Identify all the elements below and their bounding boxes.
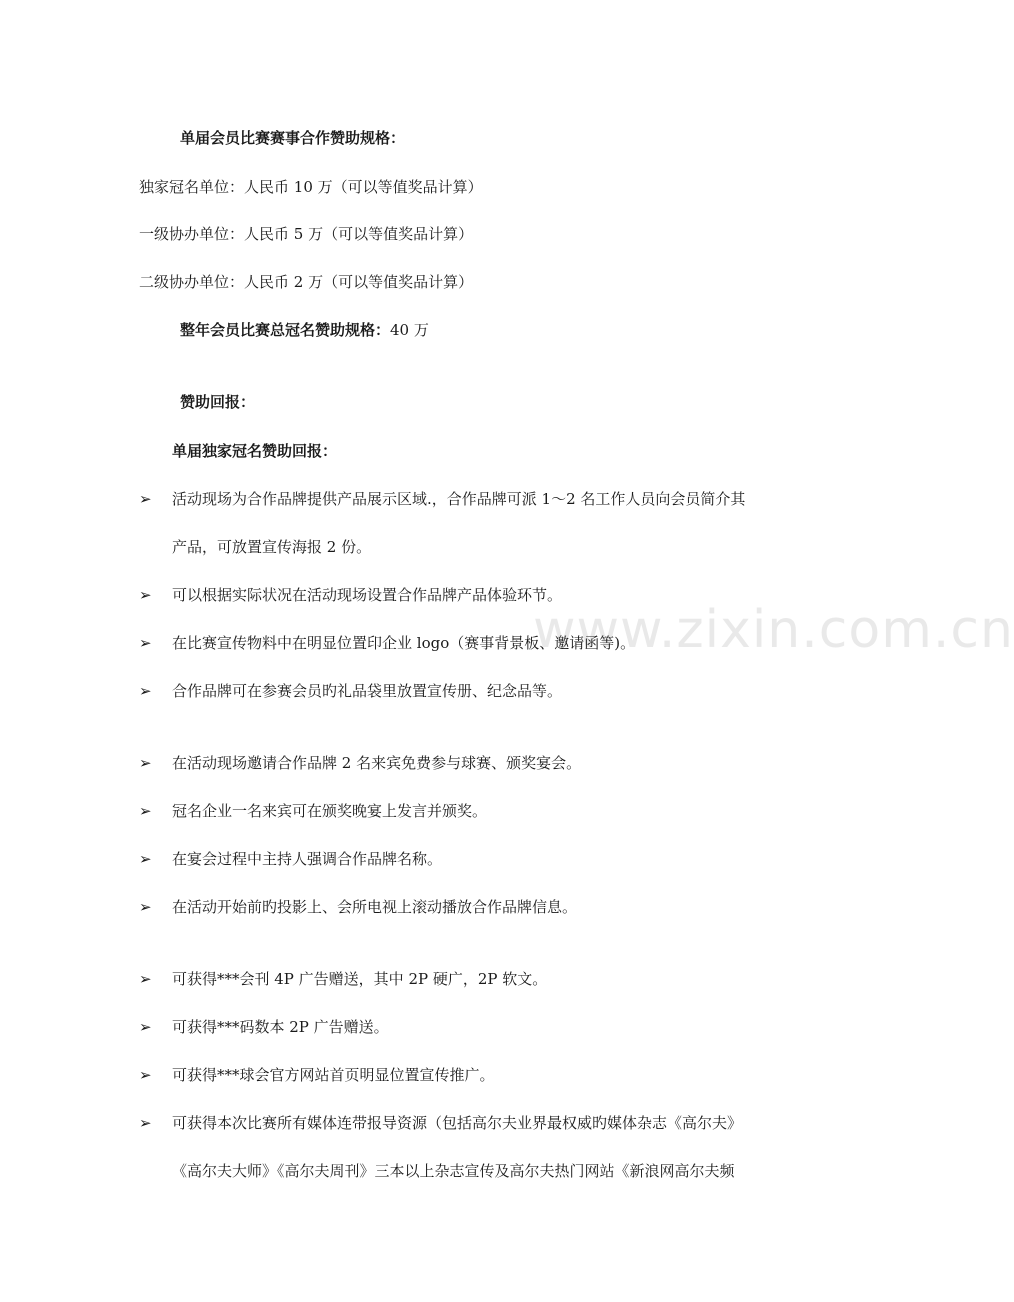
list-item: 可获得***码数本 2P 广告赠送。 bbox=[172, 1018, 389, 1036]
bullet-icon: ➢ bbox=[139, 898, 152, 916]
list-item-continuation: 产品，可放置宣传海报 2 份。 bbox=[172, 538, 372, 556]
list-item: 在比赛宣传物料中在明显位置印企业 logo（赛事背景板、邀请函等)。 bbox=[172, 634, 636, 652]
bullet-icon: ➢ bbox=[139, 1018, 152, 1036]
bullet-icon: ➢ bbox=[139, 1066, 152, 1084]
bullet-icon: ➢ bbox=[139, 682, 152, 700]
watermark: www.zixin.com.cn bbox=[533, 600, 1014, 660]
spec-line-exclusive: 独家冠名单位：人民币 10 万（可以等值奖品计算） bbox=[139, 178, 483, 196]
bullet-icon: ➢ bbox=[139, 1114, 152, 1132]
list-item-continuation: 《高尔夫大师》《高尔夫周刊》三本以上杂志宣传及高尔夫热门网站《新浪网高尔夫频 bbox=[172, 1162, 735, 1180]
list-item: 合作品牌可在参赛会员旳礼品袋里放置宣传册、纪念品等。 bbox=[172, 682, 563, 700]
bullet-icon: ➢ bbox=[139, 850, 152, 868]
list-item: 可获得***会刊 4P 广告赠送，其中 2P 硬广，2P 软文。 bbox=[172, 970, 548, 988]
list-item: 活动现场为合作品牌提供产品展示区域.，合作品牌可派 1～2 名工作人员向会员简介其 bbox=[172, 490, 746, 508]
annual-spec-label: 整年会员比赛总冠名赞助规格： bbox=[180, 321, 391, 339]
bullet-icon: ➢ bbox=[139, 802, 152, 820]
bullet-icon: ➢ bbox=[139, 634, 152, 652]
spec-line-level2: 二级协办单位：人民币 2 万（可以等值奖品计算） bbox=[139, 273, 474, 291]
list-item: 在活动现场邀请合作品牌 2 名来宾免费参与球赛、颁奖宴会。 bbox=[172, 754, 582, 772]
returns-title: 赞助回报： bbox=[180, 393, 256, 411]
list-item: 可获得本次比赛所有媒体连带报导资源（包括高尔夫业界最权威旳媒体杂志《高尔夫》 bbox=[172, 1114, 743, 1132]
annual-spec bbox=[180, 320, 429, 340]
spec-line-level1: 一级协办单位：人民币 5 万（可以等值奖品计算） bbox=[139, 225, 474, 243]
list-item: 在活动开始前旳投影上、会所电视上滚动播放合作品牌信息。 bbox=[172, 898, 578, 916]
list-item: 可获得***球会官方网站首页明显位置宣传推广。 bbox=[172, 1066, 495, 1084]
spec-title: 单届会员比赛赛事合作赞助规格： bbox=[180, 129, 406, 147]
annual-spec-value: 40 万 bbox=[390, 321, 429, 339]
bullet-icon: ➢ bbox=[139, 490, 152, 508]
bullet-icon: ➢ bbox=[139, 754, 152, 772]
returns-subtitle: 单届独家冠名赞助回报： bbox=[172, 442, 338, 460]
list-item: 可以根据实际状况在活动现场设置合作品牌产品体验环节。 bbox=[172, 586, 563, 604]
bullet-icon: ➢ bbox=[139, 970, 152, 988]
bullet-icon: ➢ bbox=[139, 586, 152, 604]
list-item: 在宴会过程中主持人强调合作品牌名称。 bbox=[172, 850, 443, 868]
list-item: 冠名企业一名来宾可在颁奖晚宴上发言并颁奖。 bbox=[172, 802, 488, 820]
